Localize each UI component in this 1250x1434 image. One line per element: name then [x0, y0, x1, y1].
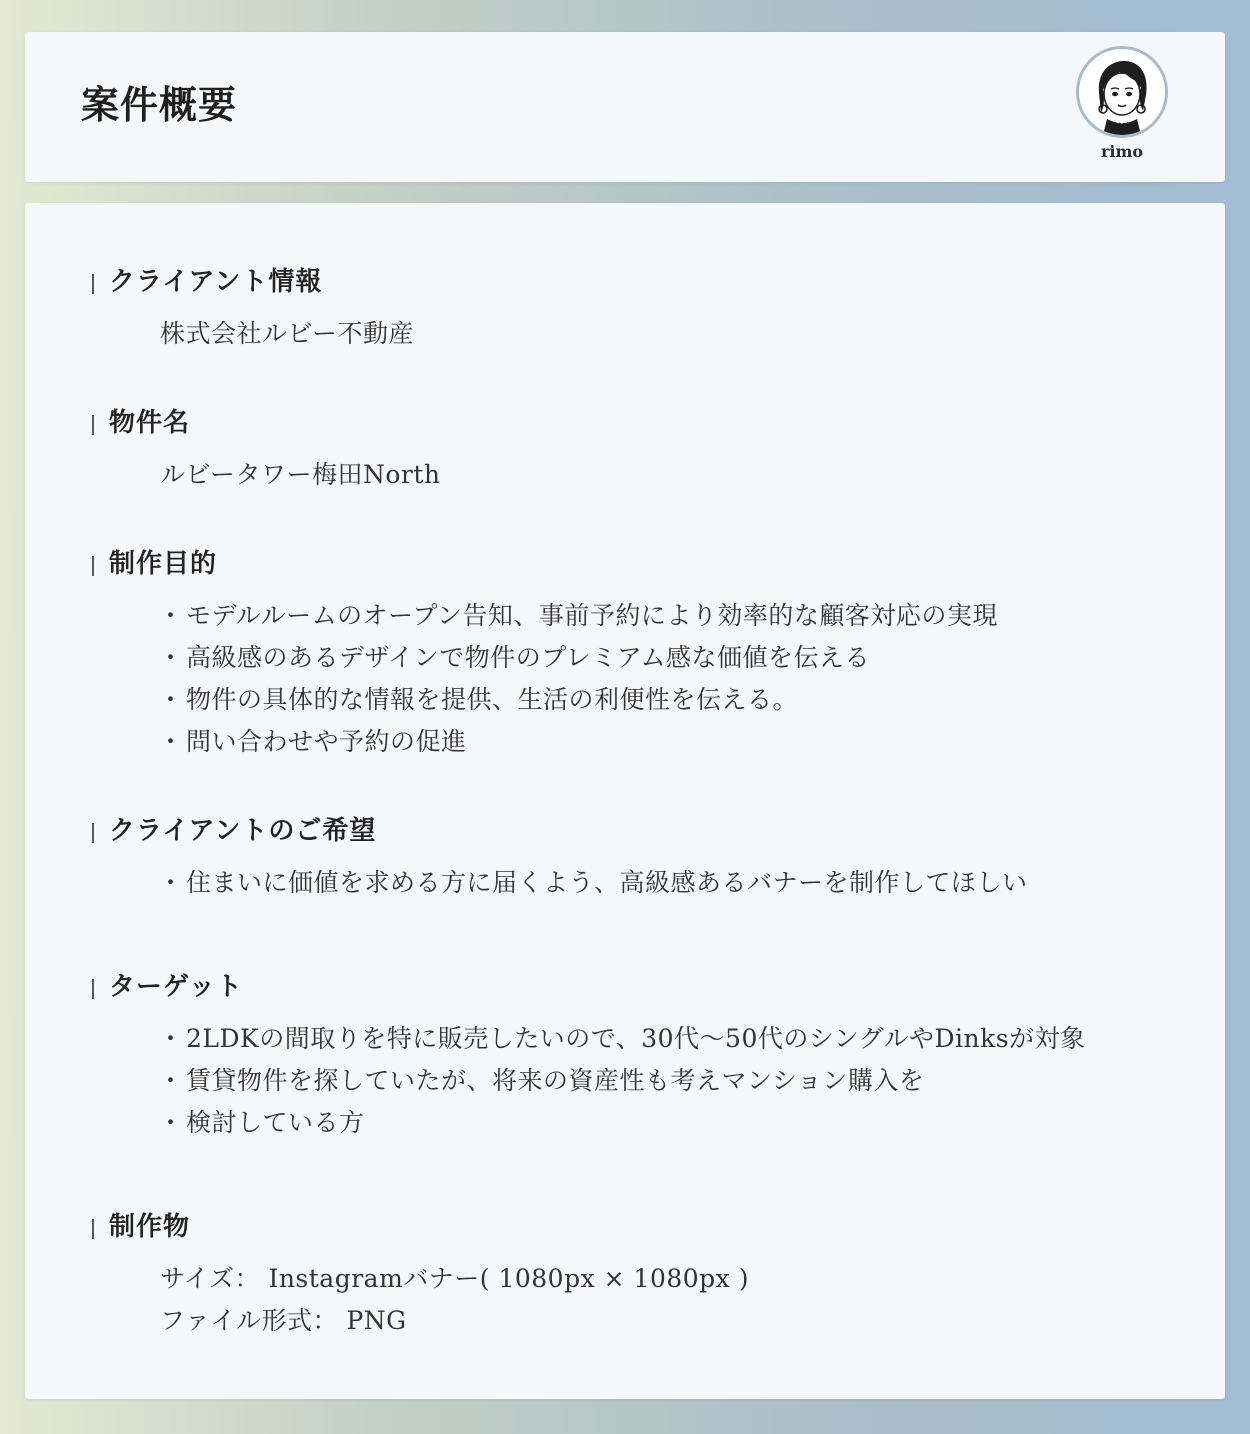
section-heading [92, 813, 1192, 849]
list-item-continuation [160, 1102, 1192, 1144]
list-item: ・ 2LDKの間取りを特に販売したいので、30代〜50代のシングルやDinksが対象 [160, 1018, 1192, 1060]
avatar-name: rimo [1100, 142, 1144, 161]
list-item: ・ 物件の具体的な情報を提供、生活の利便性を伝える。 [160, 679, 1192, 721]
list-item: ・ 高級感のあるデザインで物件のプレミアム感な価値を伝える [160, 637, 1192, 679]
section-body [160, 454, 1192, 496]
heading-bar [92, 415, 94, 435]
heading-bar [92, 979, 94, 999]
section-body [160, 862, 1192, 904]
section-heading-label: 物件名 [109, 408, 191, 438]
section-heading [92, 1209, 1192, 1245]
heading-bar [92, 556, 94, 576]
avatar [1076, 46, 1168, 138]
section-heading-label: 制作物 [109, 1212, 191, 1242]
list-item: ・ 問い合わせや予約の促進 [160, 721, 1192, 763]
section-client-request [92, 813, 1192, 904]
section-body [160, 1258, 1192, 1342]
deliverable-format: ファイル形式： PNG [160, 1306, 407, 1335]
section-purpose [92, 546, 1192, 763]
section-body [160, 313, 1192, 355]
list-item: ・ 賃貸物件を探していたが、将来の資産性も考えマンション購入を [160, 1060, 1192, 1102]
section-heading-label: クライアント情報 [109, 267, 323, 297]
avatar-illustration-icon [1079, 49, 1165, 135]
section-heading [92, 405, 1192, 441]
section-heading-label: 制作目的 [109, 549, 218, 579]
header-card [25, 32, 1225, 182]
section-heading [92, 969, 1192, 1005]
section-heading-label: クライアントのご希望 [109, 816, 377, 846]
continuation-text: 検討している方 [186, 1108, 365, 1137]
client-name: 株式会社ルビー不動産 [160, 319, 415, 348]
page-title: 案件概要 [81, 82, 238, 127]
list-item: ・ モデルルームのオープン告知、事前予約により効率的な顧客対応の実現 [160, 595, 1192, 637]
heading-bar [92, 1219, 94, 1239]
section-body [160, 1018, 1192, 1144]
heading-bar [92, 823, 94, 843]
section-heading [92, 546, 1192, 582]
section-heading [92, 264, 1192, 300]
section-heading-label: ターゲット [109, 972, 243, 1002]
content-card [25, 203, 1225, 1399]
section-client [92, 264, 1192, 355]
property-name: ルビータワー梅田North [160, 460, 441, 489]
deliverable-size: サイズ： Instagramバナー( 1080px × 1080px ) [160, 1264, 749, 1293]
author-badge [1073, 46, 1171, 161]
section-property [92, 405, 1192, 496]
list-item: ・ 住まいに価値を求める方に届くよう、高級感あるバナーを制作してほしい [160, 862, 1192, 904]
section-target [92, 969, 1192, 1144]
section-body [160, 595, 1192, 763]
section-deliverable [92, 1209, 1192, 1342]
heading-bar [92, 274, 94, 294]
